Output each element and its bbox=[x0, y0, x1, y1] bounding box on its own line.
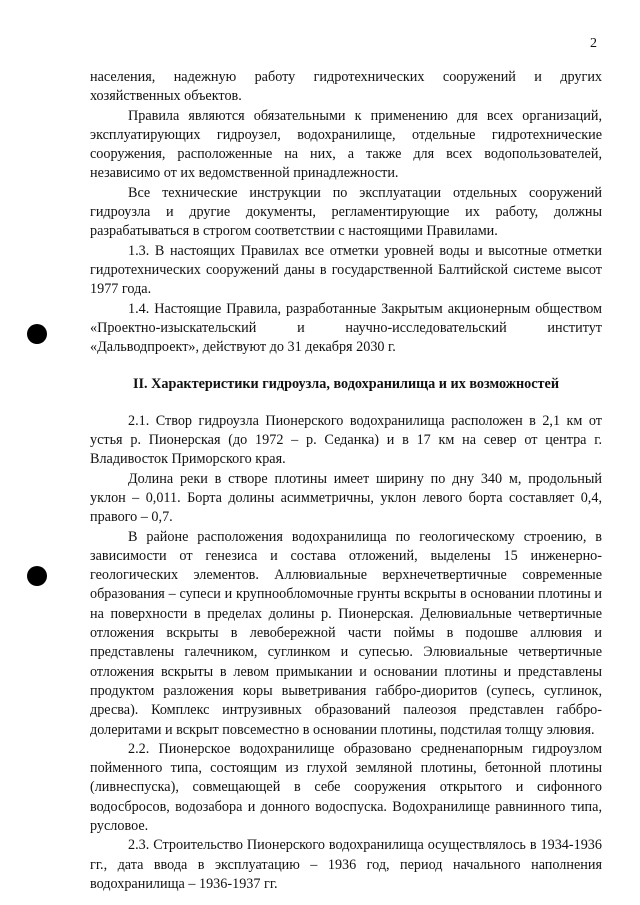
paragraph: 2.1. Створ гидроузла Пионерского водохранилища расположен в 2,1 км от устья р. Пионерская (до 1972 – р. Седанка) и в 17 км на север от центра г. Владивосток Приморского края. bbox=[90, 412, 602, 468]
section-heading: II. Характеристики гидроузла, водохранилища и их возможностей bbox=[132, 376, 560, 393]
paragraph: Долина реки в створе плотины имеет ширину по дну 340 м, продольный уклон – 0,011. Борта долины асимметричны, уклон левого борта составляет 0,4, правого – 0,7. bbox=[90, 470, 602, 526]
paragraph: 2.2. Пионерское водохранилище образовано средненапорным гидроузлом пойменного типа, состоящим из глухой земляной плотины, бетонной плотины (ливнеспуска), совмещающей в себе сооружения открытого и сифонного водосбросов, водозабора и донного водоспуска. Водохранилище равнинного типа, русловое. bbox=[90, 740, 602, 834]
paragraph: 1.3. В настоящих Правилах все отметки уровней воды и высотные отметки гидротехнических сооружений даны в государственной Балтийской системе высот 1977 года. bbox=[90, 242, 602, 298]
punch-hole-icon bbox=[27, 324, 47, 344]
paragraph: 2.3. Строительство Пионерского водохранилища осуществлялось в 1934-1936 гг., дата ввода в эксплуатацию – 1936 год, период начального наполнения водохранилища – 1936-1937 гг. bbox=[90, 837, 602, 892]
paragraph: В районе расположения водохранилища по геологическому строению, в зависимости от генезиса и состава отложений, выделены 15 инженерно-геологических элементов. Аллювиальные верхнечетвертичные современные образования – супеси и крупнообломочные грунты вскрыты в основании плотины и на поверхности в пределах долины р. Пионерская. Делювиальные четвертичные отложения вскрыты в левобережной части поймы в подошве аллювия и представлены галечником, суглинком и супесью. Элювиальные четвертичные отложения вскрыты в левом примыкании и основании плотины и представлены продуктом разложения коры выветривания габбро-диоритов (супесь, суглинок, дресва). Комплекс интрузивных образований палеозоя представлен габбро-долеритами и вскрыт повсеместно в основании плотины, подстилая толщу элювия. bbox=[90, 528, 602, 738]
paragraph: 1.4. Настоящие Правила, разработанные Закрытым акционерным обществом «Проектно-изыскательский и научно-исследовательский институт «Дальводпроект», действуют до 31 декабря 2030 г. bbox=[90, 300, 602, 356]
punch-hole-icon bbox=[27, 566, 47, 586]
page-number: 2 bbox=[590, 36, 597, 51]
document-body bbox=[90, 68, 602, 894]
paragraph: Все технические инструкции по эксплуатации отдельных сооружений гидроузла и другие документы, регламентирующие их работу, должны разрабатываться в строгом соответствии с настоящими Правилами. bbox=[90, 184, 602, 240]
paragraph: Правила являются обязательными к применению для всех организаций, эксплуатирующих гидроузел, водохранилище, отдельные гидротехнические сооружения, расположенные на них, а также для всех водопользователей, независимо от их ведомственной принадлежности. bbox=[90, 107, 602, 182]
paragraph: населения, надежную работу гидротехнических сооружений и других хозяйственных объектов. bbox=[90, 69, 602, 105]
